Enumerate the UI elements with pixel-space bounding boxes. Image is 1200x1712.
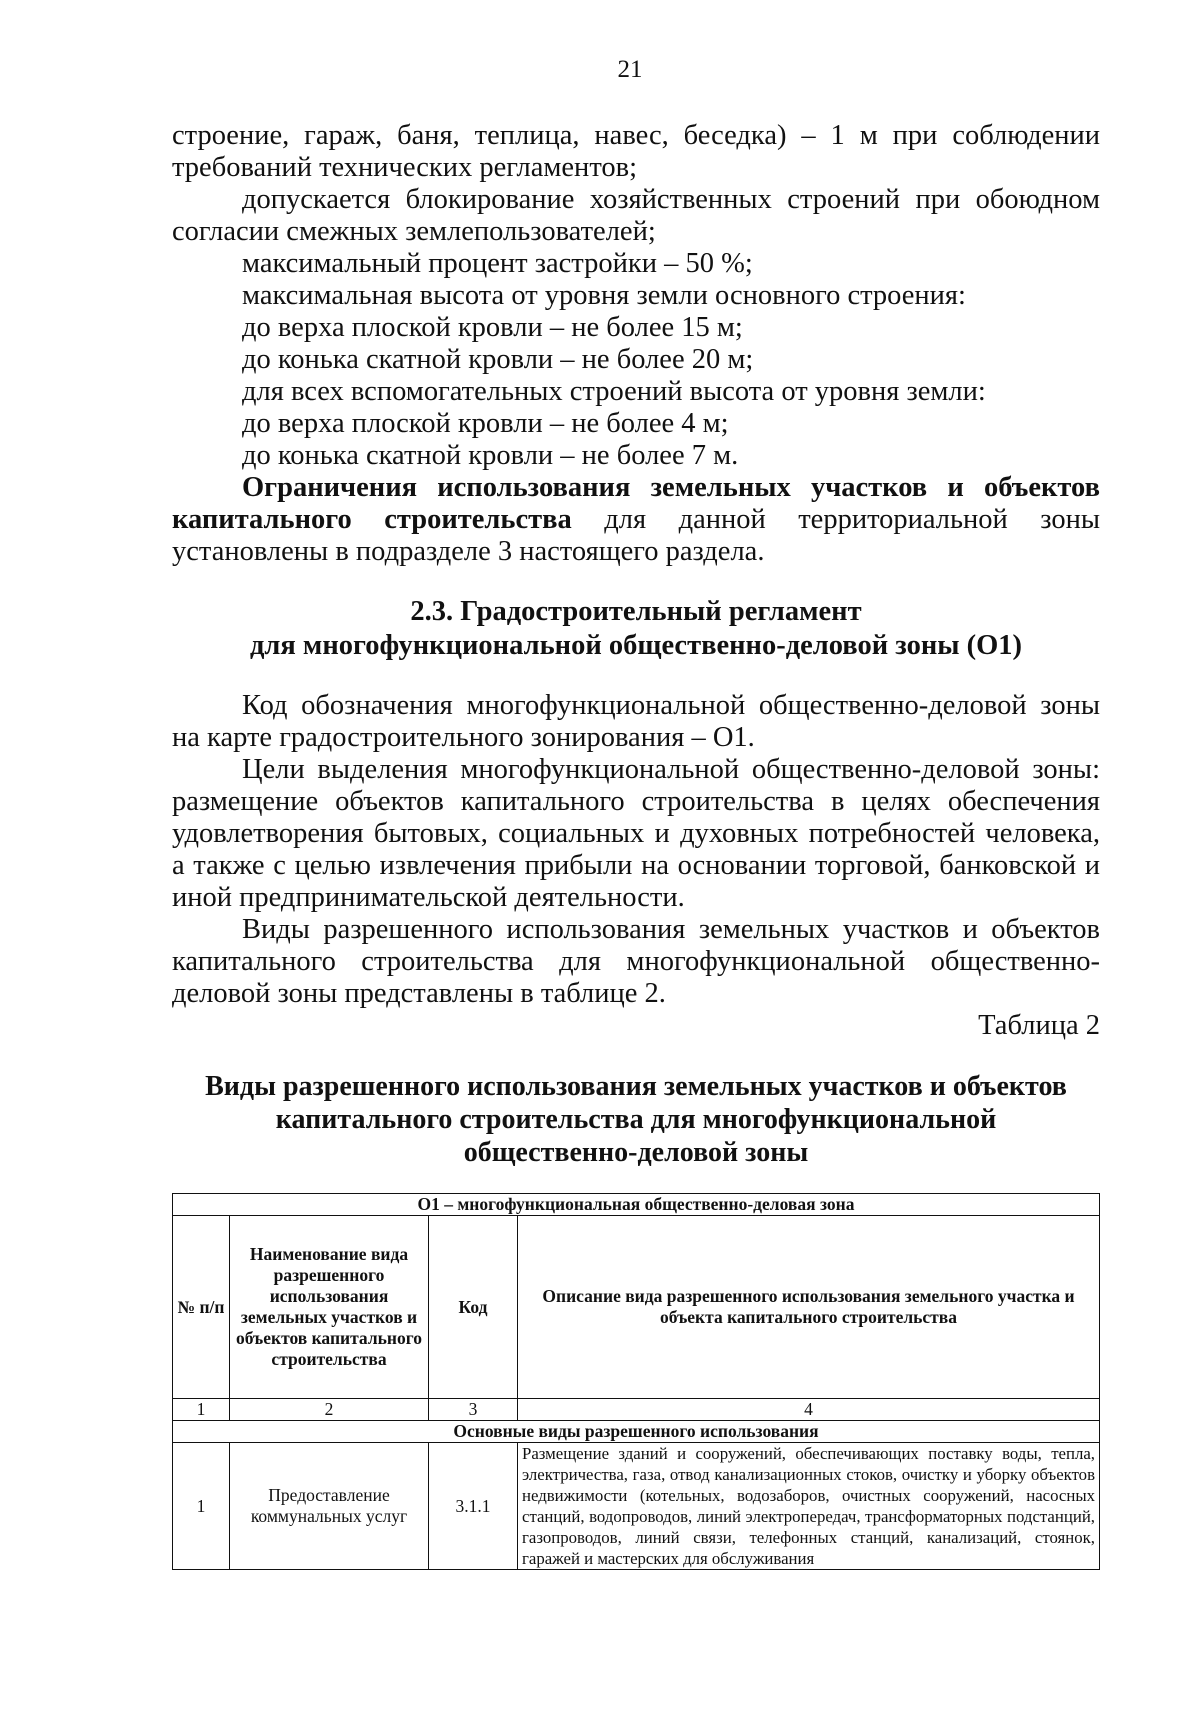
column-number: 4 bbox=[518, 1399, 1100, 1421]
restrictions-rest: для данной территориальной зоны установлены в подразделе 3 настоящего раздела. bbox=[172, 504, 1100, 567]
paragraph: до верха плоской кровли – не более 4 м; bbox=[242, 408, 729, 439]
paragraph: Код обозначения многофункциональной общественно-деловой зоны на карте градостроительного зонирования – О1. bbox=[172, 690, 1100, 753]
paragraph: максимальный процент застройки – 50 %; bbox=[242, 248, 753, 279]
column-header-number: № п/п bbox=[173, 1216, 230, 1399]
zone-header: О1 – многофункциональная общественно-деловая зона bbox=[173, 1194, 1100, 1216]
paragraph: до верха плоской кровли – не более 15 м; bbox=[242, 312, 743, 343]
section-main-uses: Основные виды разрешенного использования bbox=[173, 1421, 1100, 1443]
row-description: Размещение зданий и сооружений, обеспечивающих поставку воды, тепла, электричества, газа, отвод канализационных стоков, очистку и уборку объектов недвижимости (котельных, водозаборов, очистных сооружений, насосных станций, водопроводов, линий электропередач, трансформаторных подстанций, газопроводов, линий связи, телефонных станций, канализаций, стоянок, гаражей и мастерских для обслуживания bbox=[518, 1443, 1100, 1570]
paragraph: Виды разрешенного использования земельных участков и объектов капитального строительства для многофункциональной общественно-деловой зоны представлены в таблице 2. bbox=[172, 914, 1100, 1009]
restrictions-bold: Ограничения использования земельных участков и объектов капитального строительства bbox=[172, 472, 1100, 535]
table-label: Таблица 2 bbox=[978, 1010, 1100, 1041]
paragraph: до конька скатной кровли – не более 20 м; bbox=[242, 344, 754, 375]
row-number: 1 bbox=[173, 1443, 230, 1570]
body-text-top bbox=[172, 120, 1100, 568]
paragraph: максимальная высота от уровня земли основного строения: bbox=[242, 280, 966, 311]
paragraph: допускается блокирование хозяйственных строений при обоюдном согласии смежных землепользователей; bbox=[172, 184, 1100, 247]
column-number: 2 bbox=[230, 1399, 429, 1421]
column-header-name: Наименование вида разрешенного использования земельных участков и объектов капитального строительства bbox=[230, 1216, 429, 1399]
paragraph: для всех вспомогательных строений высота от уровня земли: bbox=[242, 376, 986, 407]
column-number: 1 bbox=[173, 1399, 230, 1421]
table-row bbox=[173, 1443, 1100, 1570]
paragraph: до конька скатной кровли – не более 7 м. bbox=[242, 440, 739, 471]
paragraph: Цели выделения многофункциональной общественно-деловой зоны: размещение объектов капитального строительства в целях обеспечения удовлетворения бытовых, социальных и духовных потребностей человека, а также с целью извлечения прибыли на основании торговой, банковской и иной предпринимательской деятельности. bbox=[172, 754, 1100, 913]
table-title-line1: Виды разрешенного использования земельных участков и объектов bbox=[205, 1071, 1067, 1102]
restrictions-paragraph bbox=[172, 472, 1100, 568]
column-number: 3 bbox=[429, 1399, 518, 1421]
paragraph: строение, гараж, баня, теплица, навес, беседка) – 1 м при соблюдении требований технических регламентов; bbox=[172, 120, 1100, 183]
section-heading bbox=[172, 595, 1100, 663]
row-code: 3.1.1 bbox=[429, 1443, 518, 1570]
table-title-line2: капитального строительства для многофункциональной bbox=[275, 1104, 997, 1135]
column-header-code: Код bbox=[429, 1216, 518, 1399]
column-header-description: Описание вида разрешенного использования земельного участка и объекта капитального строительства bbox=[518, 1216, 1100, 1399]
table-title bbox=[172, 1070, 1100, 1169]
section-heading-line2: для многофункциональной общественно-деловой зоны (О1) bbox=[249, 630, 1023, 661]
table-title-line3: общественно-деловой зоны bbox=[463, 1137, 809, 1168]
body-text-zone bbox=[172, 690, 1100, 1010]
page-number: 21 bbox=[617, 56, 643, 83]
row-name: Предоставление коммунальных услуг bbox=[230, 1443, 429, 1570]
section-heading-line1: 2.3. Градостроительный регламент bbox=[410, 596, 862, 627]
regulation-table bbox=[172, 1193, 1100, 1570]
